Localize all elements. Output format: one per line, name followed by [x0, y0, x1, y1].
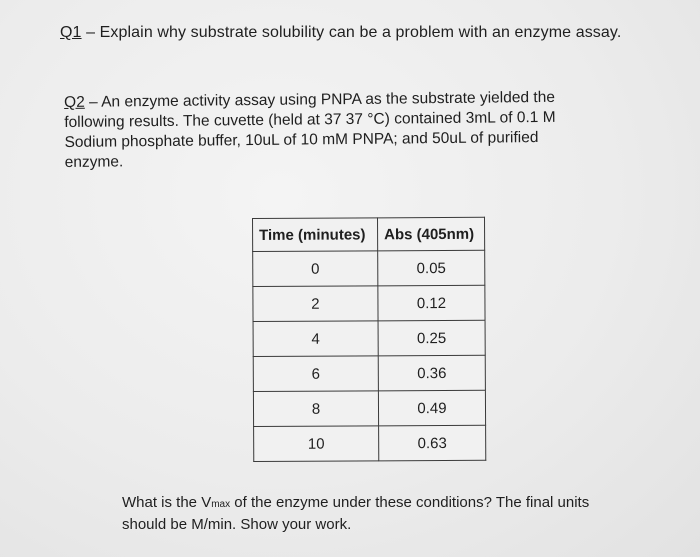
abs-cell: 0.05	[378, 250, 485, 286]
question-2-label: Q2	[64, 93, 85, 111]
question-2	[64, 87, 595, 173]
abs-cell: 0.63	[379, 425, 486, 461]
question-2-text: – An enzyme activity assay using PNPA as the substrate yielded the following results. The cuvette (held at 37 37 °C) contained 3mL of 0.1 M Sodium phosphate buffer, 10uL of 10 mM PNPA; and 50uL of purified enzyme.	[64, 88, 556, 171]
abs-cell: 0.36	[378, 355, 485, 391]
table-row	[253, 285, 485, 321]
time-cell: 4	[253, 321, 378, 357]
header-time: Time (minutes)	[253, 218, 378, 252]
time-cell: 8	[253, 391, 378, 427]
question-1-label: Q1	[60, 24, 82, 41]
abs-cell: 0.49	[378, 390, 485, 426]
vmax-subscript: max	[211, 499, 231, 510]
time-cell: 10	[254, 426, 379, 462]
question-1-text: – Explain why substrate solubility can be a problem with an enzyme assay.	[81, 24, 622, 41]
time-cell: 2	[253, 286, 378, 322]
table-row	[253, 320, 485, 356]
header-abs: Abs (405nm)	[378, 217, 485, 251]
final-question-start: What is the V	[122, 494, 212, 511]
question-1	[60, 24, 621, 42]
abs-cell: 0.12	[378, 285, 485, 321]
final-question	[122, 493, 622, 535]
abs-cell: 0.25	[378, 320, 485, 356]
table-header-row	[253, 217, 485, 251]
results-table	[252, 217, 486, 462]
table-row	[253, 250, 485, 286]
table-row	[254, 425, 486, 461]
time-cell: 6	[253, 356, 378, 392]
table-row	[253, 355, 485, 391]
final-question-end: of the enzyme under these conditions? The final units should be M/min. Show your work.	[122, 494, 590, 533]
time-cell: 0	[253, 251, 378, 287]
table-row	[253, 390, 485, 426]
